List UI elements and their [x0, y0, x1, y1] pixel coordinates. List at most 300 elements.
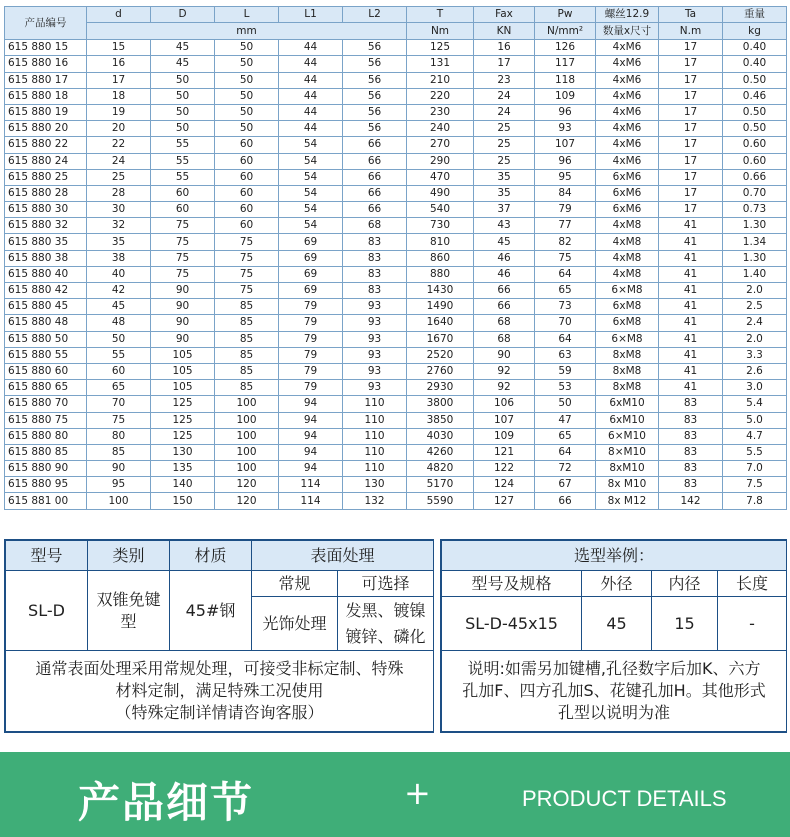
table-cell: 6xM8 — [596, 315, 659, 331]
table-cell: 38 — [87, 250, 151, 266]
table-cell: 96 — [535, 104, 596, 120]
table-cell: 79 — [279, 347, 343, 363]
table-cell: 114 — [279, 477, 343, 493]
table-cell: 6xM10 — [596, 412, 659, 428]
table-cell: 880 — [407, 266, 474, 282]
table-cell: 615 880 42 — [5, 283, 87, 299]
table-cell: 60 — [151, 185, 215, 201]
table-cell: 56 — [343, 88, 407, 104]
table-cell: 73 — [535, 299, 596, 315]
unit-weight: kg — [723, 23, 787, 40]
surface-optional-value — [338, 597, 434, 651]
table-row — [5, 299, 787, 315]
table-cell: 43 — [474, 218, 535, 234]
col-D: D — [151, 7, 215, 23]
table-cell: 8x M12 — [596, 493, 659, 509]
table-cell: 50 — [151, 72, 215, 88]
table-cell: 5.4 — [723, 396, 787, 412]
table-cell: 72 — [535, 461, 596, 477]
table-cell: 44 — [279, 56, 343, 72]
plus-icon: + — [404, 774, 431, 812]
table-cell: 4xM6 — [596, 56, 659, 72]
table-cell: 17 — [659, 185, 723, 201]
table-cell: 540 — [407, 202, 474, 218]
unit-pw: N/mm² — [535, 23, 596, 40]
table-cell: 94 — [279, 412, 343, 428]
table-cell: 0.66 — [723, 169, 787, 185]
table-cell: 0.50 — [723, 121, 787, 137]
table-cell: 64 — [535, 266, 596, 282]
table-cell: 90 — [151, 283, 215, 299]
table-cell: 470 — [407, 169, 474, 185]
table-row — [5, 104, 787, 120]
table-cell: 83 — [343, 283, 407, 299]
table-cell: 35 — [87, 234, 151, 250]
table-cell: 92 — [474, 380, 535, 396]
table-cell: 1.34 — [723, 234, 787, 250]
selection-example-block — [440, 539, 787, 733]
selection-note-line-3: 孔型以说明为准 — [558, 703, 671, 722]
table-cell: 2.0 — [723, 283, 787, 299]
table-cell: 68 — [343, 218, 407, 234]
table-cell: 107 — [535, 137, 596, 153]
table-cell: 0.50 — [723, 72, 787, 88]
table-cell: 117 — [535, 56, 596, 72]
table-cell: 615 880 40 — [5, 266, 87, 282]
table-cell: 50 — [535, 396, 596, 412]
table-cell: 50 — [215, 121, 279, 137]
table-cell: 6×M10 — [596, 428, 659, 444]
table-cell: 56 — [343, 40, 407, 56]
table-cell: 28 — [87, 185, 151, 201]
table-cell: 83 — [343, 234, 407, 250]
table-cell: 110 — [343, 412, 407, 428]
product-material-header: 材质 — [170, 541, 252, 571]
table-cell: 65 — [87, 380, 151, 396]
table-cell: 23 — [474, 72, 535, 88]
table-cell: 615 880 85 — [5, 444, 87, 460]
spec-header-row — [5, 7, 787, 23]
table-row — [5, 202, 787, 218]
table-cell: 90 — [151, 331, 215, 347]
table-cell: 60 — [215, 169, 279, 185]
col-L: L — [215, 7, 279, 23]
table-cell: 615 880 20 — [5, 121, 87, 137]
table-cell: 19 — [87, 104, 151, 120]
table-cell: 55 — [87, 347, 151, 363]
table-cell: 6xM6 — [596, 169, 659, 185]
table-cell: 41 — [659, 380, 723, 396]
table-cell: 2930 — [407, 380, 474, 396]
selection-length-header: 长度 — [718, 571, 787, 597]
table-cell: 56 — [343, 104, 407, 120]
table-cell: 83 — [659, 412, 723, 428]
table-cell: 0.40 — [723, 56, 787, 72]
table-cell: 84 — [535, 185, 596, 201]
table-cell: 615 880 55 — [5, 347, 87, 363]
col-screw: 螺丝12.9 — [596, 7, 659, 23]
table-cell: 85 — [215, 299, 279, 315]
table-cell: 83 — [343, 250, 407, 266]
table-cell: 25 — [474, 153, 535, 169]
table-cell: 0.60 — [723, 153, 787, 169]
table-cell: 140 — [151, 477, 215, 493]
table-cell: 93 — [343, 299, 407, 315]
table-cell: 44 — [279, 121, 343, 137]
table-cell: 3.0 — [723, 380, 787, 396]
table-cell: 120 — [215, 493, 279, 509]
table-cell: 66 — [343, 202, 407, 218]
table-cell: 94 — [279, 428, 343, 444]
table-cell: 135 — [151, 461, 215, 477]
table-cell: 615 880 95 — [5, 477, 87, 493]
table-cell: 16 — [474, 40, 535, 56]
table-cell: 615 880 45 — [5, 299, 87, 315]
table-cell: 41 — [659, 266, 723, 282]
table-cell: 90 — [151, 315, 215, 331]
table-cell: 0.73 — [723, 202, 787, 218]
table-cell: 50 — [151, 104, 215, 120]
surface-optional-line-2: 镀锌、磷化 — [345, 626, 426, 646]
table-row — [5, 250, 787, 266]
table-row — [5, 121, 787, 137]
table-row — [5, 347, 787, 363]
table-cell: 17 — [659, 88, 723, 104]
table-cell: 4.7 — [723, 428, 787, 444]
table-cell: 2760 — [407, 363, 474, 379]
table-cell: 66 — [343, 153, 407, 169]
table-cell: 106 — [474, 396, 535, 412]
table-row — [5, 315, 787, 331]
table-cell: 4xM8 — [596, 234, 659, 250]
table-cell: 615 880 19 — [5, 104, 87, 120]
table-cell: 8x M10 — [596, 477, 659, 493]
table-cell: 230 — [407, 104, 474, 120]
table-cell: 41 — [659, 315, 723, 331]
table-cell: 615 880 70 — [5, 396, 87, 412]
table-cell: 69 — [279, 250, 343, 266]
table-cell: 8×M10 — [596, 444, 659, 460]
table-cell: 94 — [279, 444, 343, 460]
table-cell: 85 — [215, 380, 279, 396]
table-cell: 85 — [215, 315, 279, 331]
table-cell: 55 — [151, 153, 215, 169]
table-row — [5, 169, 787, 185]
table-cell: 65 — [535, 283, 596, 299]
table-cell: 615 880 25 — [5, 169, 87, 185]
table-cell: 2.4 — [723, 315, 787, 331]
table-cell: 110 — [343, 444, 407, 460]
product-info-block — [4, 539, 434, 733]
table-cell: 100 — [215, 396, 279, 412]
table-row — [5, 412, 787, 428]
table-cell: 105 — [151, 380, 215, 396]
table-cell: 0.60 — [723, 137, 787, 153]
selection-inner-value: 15 — [652, 597, 718, 651]
table-cell: 96 — [535, 153, 596, 169]
table-cell: 69 — [279, 283, 343, 299]
table-cell: 615 880 28 — [5, 185, 87, 201]
table-cell: 41 — [659, 347, 723, 363]
selection-note-line-1: 说明:如需另加键槽,孔径数字后加K、六方 — [467, 659, 761, 678]
table-cell: 93 — [343, 347, 407, 363]
product-info-table — [5, 540, 434, 732]
table-cell: 7.0 — [723, 461, 787, 477]
table-cell: 1640 — [407, 315, 474, 331]
col-weight: 重量 — [723, 7, 787, 23]
table-cell: 41 — [659, 283, 723, 299]
table-cell: 4xM6 — [596, 153, 659, 169]
table-row — [5, 56, 787, 72]
table-cell: 92 — [474, 363, 535, 379]
table-cell: 45 — [87, 299, 151, 315]
table-cell: 70 — [87, 396, 151, 412]
table-cell: 90 — [474, 347, 535, 363]
table-cell: 20 — [87, 121, 151, 137]
table-cell: 60 — [215, 153, 279, 169]
table-cell: 17 — [659, 121, 723, 137]
table-cell: 615 880 60 — [5, 363, 87, 379]
table-cell: 90 — [151, 299, 215, 315]
spec-body — [5, 40, 787, 509]
table-cell: 79 — [535, 202, 596, 218]
col-T: T — [407, 7, 474, 23]
table-row — [5, 428, 787, 444]
table-cell: 109 — [535, 88, 596, 104]
product-note-line-3: （特殊定制详情请咨询客服） — [115, 703, 324, 722]
table-cell: 122 — [474, 461, 535, 477]
table-cell: 730 — [407, 218, 474, 234]
table-row — [5, 40, 787, 56]
table-cell: 66 — [474, 283, 535, 299]
table-cell: 6xM8 — [596, 299, 659, 315]
table-cell: 110 — [343, 461, 407, 477]
table-cell: 55 — [151, 169, 215, 185]
table-cell: 75 — [215, 283, 279, 299]
table-cell: 24 — [474, 88, 535, 104]
unit-ta: N.m — [659, 23, 723, 40]
table-cell: 35 — [474, 169, 535, 185]
unit-screw: 数量x尺寸 — [596, 23, 659, 40]
table-cell: 6xM10 — [596, 396, 659, 412]
table-cell: 69 — [279, 266, 343, 282]
table-cell: 68 — [474, 315, 535, 331]
table-cell: 65 — [535, 428, 596, 444]
table-cell: 5170 — [407, 477, 474, 493]
table-cell: 5590 — [407, 493, 474, 509]
table-cell: 100 — [215, 412, 279, 428]
table-cell: 17 — [474, 56, 535, 72]
table-cell: 100 — [215, 444, 279, 460]
table-cell: 79 — [279, 331, 343, 347]
table-cell: 5.5 — [723, 444, 787, 460]
table-cell: 54 — [279, 153, 343, 169]
table-cell: 615 880 38 — [5, 250, 87, 266]
table-cell: 93 — [343, 315, 407, 331]
table-cell: 615 880 16 — [5, 56, 87, 72]
table-cell: 50 — [215, 104, 279, 120]
table-cell: 615 880 22 — [5, 137, 87, 153]
table-cell: 46 — [474, 250, 535, 266]
table-cell: 25 — [87, 169, 151, 185]
table-cell: 615 880 32 — [5, 218, 87, 234]
table-cell: 32 — [87, 218, 151, 234]
table-cell: 270 — [407, 137, 474, 153]
table-cell: 107 — [474, 412, 535, 428]
table-cell: 25 — [474, 121, 535, 137]
table-cell: 75 — [151, 218, 215, 234]
table-cell: 132 — [343, 493, 407, 509]
table-cell: 1.40 — [723, 266, 787, 282]
table-cell: 860 — [407, 250, 474, 266]
table-cell: 17 — [659, 153, 723, 169]
table-cell: 66 — [343, 137, 407, 153]
table-cell: 90 — [87, 461, 151, 477]
table-cell: 2.6 — [723, 363, 787, 379]
table-cell: 83 — [659, 428, 723, 444]
table-cell: 50 — [87, 331, 151, 347]
table-cell: 94 — [279, 461, 343, 477]
table-cell: 6xM6 — [596, 185, 659, 201]
unit-mm: mm — [87, 23, 407, 40]
table-cell: 53 — [535, 380, 596, 396]
table-cell: 56 — [343, 56, 407, 72]
table-cell: 42 — [87, 283, 151, 299]
table-cell: 240 — [407, 121, 474, 137]
table-cell: 4xM6 — [596, 72, 659, 88]
table-cell: 75 — [151, 250, 215, 266]
table-cell: 44 — [279, 88, 343, 104]
table-row — [5, 88, 787, 104]
table-cell: 48 — [87, 315, 151, 331]
table-cell: 7.5 — [723, 477, 787, 493]
table-cell: 35 — [474, 185, 535, 201]
product-info-note — [6, 651, 434, 732]
table-cell: 85 — [215, 347, 279, 363]
table-cell: 75 — [215, 250, 279, 266]
table-cell: 45 — [151, 40, 215, 56]
table-cell: 75 — [215, 266, 279, 282]
spec-unit-row — [5, 23, 787, 40]
table-cell: 54 — [279, 169, 343, 185]
table-cell: 4xM8 — [596, 266, 659, 282]
table-cell: 0.46 — [723, 88, 787, 104]
table-cell: 66 — [535, 493, 596, 509]
table-row — [5, 493, 787, 509]
product-model-header: 型号 — [6, 541, 88, 571]
table-cell: 121 — [474, 444, 535, 460]
table-row — [5, 477, 787, 493]
surface-optional-line-1: 发黑、镀镍 — [345, 600, 426, 620]
table-cell: 1670 — [407, 331, 474, 347]
table-cell: 54 — [279, 202, 343, 218]
table-cell: 126 — [535, 40, 596, 56]
table-cell: 66 — [343, 185, 407, 201]
table-cell: 75 — [151, 266, 215, 282]
product-category-value: 双锥免键型 — [88, 571, 170, 651]
table-cell: 54 — [279, 185, 343, 201]
table-cell: 40 — [87, 266, 151, 282]
table-cell: 16 — [87, 56, 151, 72]
table-cell: 47 — [535, 412, 596, 428]
table-cell: 85 — [87, 444, 151, 460]
table-cell: 93 — [343, 380, 407, 396]
table-cell: 118 — [535, 72, 596, 88]
table-cell: 55 — [151, 137, 215, 153]
selection-note — [442, 651, 787, 732]
table-cell: 490 — [407, 185, 474, 201]
table-cell: 120 — [215, 477, 279, 493]
table-cell: 4xM6 — [596, 121, 659, 137]
table-cell: 15 — [87, 40, 151, 56]
table-cell: 110 — [343, 428, 407, 444]
table-cell: 125 — [151, 412, 215, 428]
table-row — [5, 153, 787, 169]
table-cell: 615 880 48 — [5, 315, 87, 331]
table-cell: 83 — [659, 477, 723, 493]
table-cell: 4xM6 — [596, 104, 659, 120]
table-cell: 17 — [659, 56, 723, 72]
table-cell: 54 — [279, 218, 343, 234]
table-cell: 69 — [279, 234, 343, 250]
table-cell: 46 — [474, 266, 535, 282]
table-cell: 109 — [474, 428, 535, 444]
table-cell: 17 — [659, 40, 723, 56]
selection-length-value: - — [718, 597, 787, 651]
selection-inner-header: 内径 — [652, 571, 718, 597]
table-cell: 75 — [87, 412, 151, 428]
table-cell: 50 — [215, 88, 279, 104]
col-fax: Fax — [474, 7, 535, 23]
table-cell: 100 — [215, 461, 279, 477]
table-cell: 17 — [659, 137, 723, 153]
table-cell: 8xM8 — [596, 363, 659, 379]
table-cell: 56 — [343, 72, 407, 88]
table-cell: 8xM8 — [596, 380, 659, 396]
table-cell: 68 — [474, 331, 535, 347]
table-cell: 44 — [279, 72, 343, 88]
table-cell: 142 — [659, 493, 723, 509]
table-cell: 41 — [659, 299, 723, 315]
table-cell: 4xM6 — [596, 137, 659, 153]
table-cell: 79 — [279, 299, 343, 315]
table-cell: 2.5 — [723, 299, 787, 315]
table-cell: 82 — [535, 234, 596, 250]
table-cell: 615 880 18 — [5, 88, 87, 104]
table-cell: 83 — [659, 461, 723, 477]
table-cell: 615 880 90 — [5, 461, 87, 477]
selection-outer-value: 45 — [582, 597, 652, 651]
table-cell: 130 — [343, 477, 407, 493]
table-cell: 114 — [279, 493, 343, 509]
selection-spec-value: SL-D-45x15 — [442, 597, 582, 651]
table-cell: 60 — [215, 202, 279, 218]
table-cell: 220 — [407, 88, 474, 104]
table-cell: 18 — [87, 88, 151, 104]
table-cell: 127 — [474, 493, 535, 509]
table-cell: 124 — [474, 477, 535, 493]
table-cell: 17 — [659, 169, 723, 185]
table-cell: 67 — [535, 477, 596, 493]
table-cell: 17 — [659, 72, 723, 88]
table-cell: 100 — [215, 428, 279, 444]
spec-table — [4, 6, 787, 510]
table-cell: 17 — [659, 104, 723, 120]
table-cell: 6×M8 — [596, 331, 659, 347]
table-cell: 75 — [215, 234, 279, 250]
table-cell: 79 — [279, 315, 343, 331]
table-row — [5, 363, 787, 379]
